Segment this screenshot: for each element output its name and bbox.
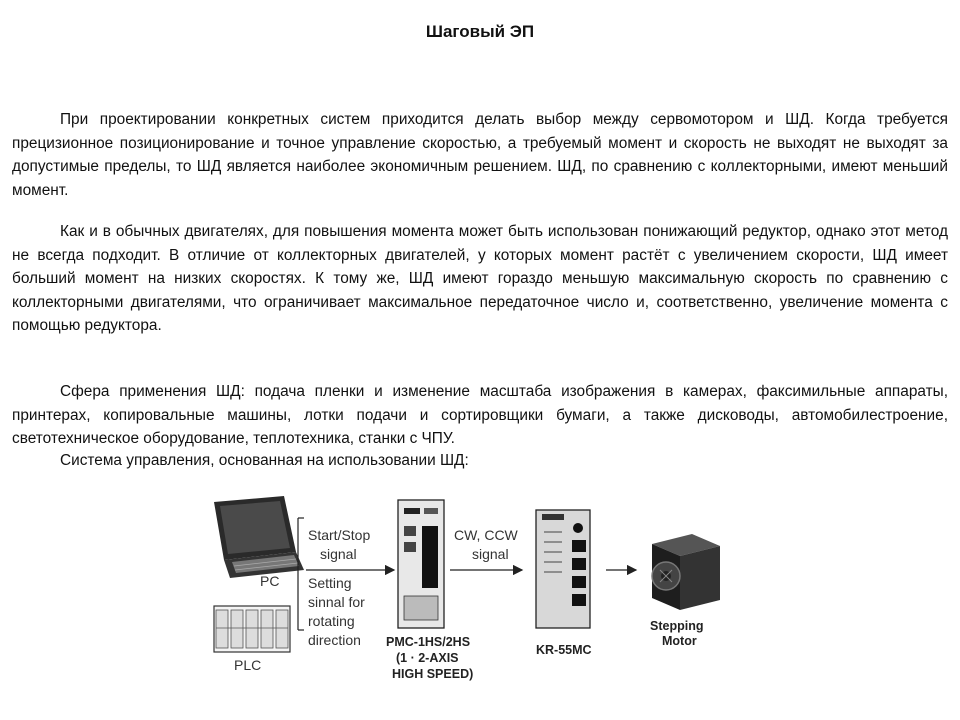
pmc-controller-icon bbox=[398, 500, 444, 628]
direction-signal-line3: rotating bbox=[308, 613, 355, 629]
controller-label-line3: HIGH SPEED) bbox=[392, 667, 474, 681]
motor-label-line1: Stepping bbox=[650, 619, 704, 633]
controller-label-line1: PMC-1HS/2HS bbox=[386, 635, 471, 649]
cw-ccw-signal-line1: CW, CCW bbox=[454, 527, 518, 543]
paragraph-selection: При проектировании конкретных систем приходится делать выбор между сервомотором и ШД. Когда требуется прецизионное позиционирование и точное управление скоростью, а требуемый момент и скорость не выходят не выходят за допустимые пределы, то ШД является наиболее экономичным решением. ШД, по сравнению с коллекторными, имеют меньший момент. bbox=[12, 111, 948, 199]
paragraph-applications: Сфера применения ШД: подача пленки и изменение масштаба изображения в камерах, факсимильные аппараты, принтерах, копировальные машины, лотки подачи и сортировщики бумаги, а также дисководы, автомобилестроение, светотехническое оборудование, теплотехника, станки с ЧПУ. bbox=[12, 383, 948, 447]
paragraph-gearbox: Как и в обычных двигателях, для повышения момента может быть использован понижающий редуктор, однако этот метод не всегда подходит. В отличие от коллекторных двигателей, у которых момент растёт с увеличением скорости, ШД имеет больший момент на низких скоростях. К тому же, ШД имеют гораздо меньшую максимальную скорость по сравнению с коллекторными двигателями, что ограничивает максимальное передаточное число и, соответственно, увеличение момента с помощью редуктора. bbox=[12, 223, 948, 334]
pc-laptop-icon bbox=[214, 496, 304, 578]
direction-signal-line4: direction bbox=[308, 632, 361, 648]
plc-label: PLC bbox=[234, 657, 262, 673]
page-title: Шаговый ЭП bbox=[425, 22, 535, 41]
plc-rack-icon bbox=[214, 606, 290, 652]
cw-ccw-signal-line2: signal bbox=[472, 546, 509, 562]
direction-signal-line1: Setting bbox=[308, 575, 352, 591]
control-system-diagram bbox=[200, 482, 740, 708]
start-stop-signal-line2: signal bbox=[320, 546, 357, 562]
motor-label-line2: Motor bbox=[662, 634, 697, 648]
source-bracket bbox=[298, 518, 304, 630]
pc-label: PC bbox=[260, 573, 280, 589]
controller-label-line2: (1 · 2-AXIS bbox=[396, 651, 459, 665]
kr55mc-driver-icon bbox=[536, 510, 590, 628]
stepping-motor-icon bbox=[652, 534, 720, 610]
direction-signal-line2: sinnal for bbox=[308, 594, 365, 610]
driver-label: KR-55MC bbox=[536, 643, 592, 657]
paragraph-control-system: Система управления, основанная на использовании ШД: bbox=[60, 452, 469, 469]
start-stop-signal-line1: Start/Stop bbox=[308, 527, 371, 543]
